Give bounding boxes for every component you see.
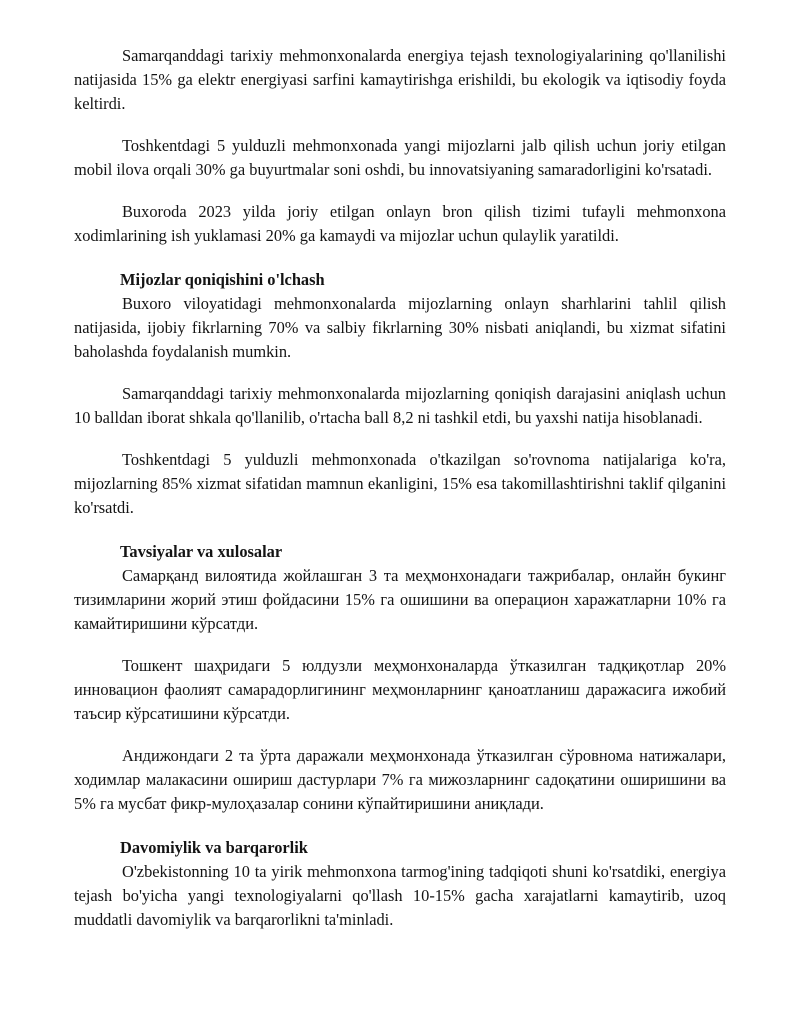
- paragraph: Андижондаги 2 та ўрта даражали меҳмонхонада ўтказилган сўровнома натижалари, ходимлар малакасини ошириш дастурлари 7% га мижозларнинг садоқатини оширишини ва 5% га мусбат фикр-мулоҳазалар сонини кўпайтиришини аниқлади.: [74, 746, 726, 813]
- paragraph: Samarqanddagi tarixiy mehmonxonalarda energiya tejash texnologiyalarining qo'llanilishi natijasida 15% ga elektr energiyasi sarfini kamaytirishga erishildi, bu ekologik va iqtisodiy foyda keltirdi.: [74, 46, 726, 113]
- paragraph: Toshkentdagi 5 yulduzli mehmonxonada yangi mijozlarni jalb qilish uchun joriy etilgan mobil ilova orqali 30% ga buyurtmalar soni oshdi, bu innovatsiyaning samaradorligini ko'rsatadi.: [74, 136, 726, 179]
- paragraph: Toshkentdagi 5 yulduzli mehmonxonada o'tkazilgan so'rovnoma natijalariga ko'ra, mijozlarning 85% xizmat sifatidan mamnun ekanligini, 15% esa takomillashtirishni taklif qilganini ko'rsatdi.: [74, 450, 726, 517]
- paragraph: Buxoroda 2023 yilda joriy etilgan onlayn bron qilish tizimi tufayli mehmonxona xodimlarining ish yuklamasi 20% ga kamaydi va mijozlar uchun qulaylik yaratildi.: [74, 202, 726, 245]
- paragraph: Тошкент шаҳридаги 5 юлдузли меҳмонхоналарда ўтказилган тадқиқотлар 20% инновацион фаолият самарадорлигининг меҳмонларнинг қаноатланиш даражасига ижобий таъсир кўрсатишини кўрсатди.: [74, 656, 726, 723]
- paragraph: Samarqanddagi tarixiy mehmonxonalarda mijozlarning qoniqish darajasini aniqlash uchun 10 balldan iborat shkala qo'llanilib, o'rtacha ball 8,2 ni tashkil etdi, bu yaxshi natija hisoblanadi.: [74, 384, 726, 427]
- document-page: [74, 44, 726, 932]
- paragraph: Самарқанд вилоятида жойлашган 3 та меҳмонхонадаги тажрибалар, онлайн букинг тизимларини жорий этиш фойдасини 15% га ошишини ва операцион харажатларни 10% га камайтиришини кўрсатди.: [74, 566, 726, 633]
- paragraph: O'zbekistonning 10 ta yirik mehmonxona tarmog'ining tadqiqoti shuni ko'rsatdiki, energiya tejash bo'yicha yangi texnologiyalarni qo'llash 10-15% gacha xarajatlarni kamaytirib, uzoq muddatli davomiylik va barqarorlikni ta'minladi.: [74, 862, 726, 929]
- section-heading: Tavsiyalar va xulosalar: [120, 542, 283, 561]
- section-heading: Mijozlar qoniqishini o'lchash: [120, 270, 325, 289]
- section-heading: Davomiylik va barqarorlik: [120, 838, 308, 857]
- paragraph: Buxoro viloyatidagi mehmonxonalarda mijozlarning onlayn sharhlarini tahlil qilish natijasida, ijobiy fikrlarning 70% va salbiy fikrlarning 30% nisbati aniqlandi, bu xizmat sifatini baholashda foydalanish mumkin.: [74, 294, 726, 361]
